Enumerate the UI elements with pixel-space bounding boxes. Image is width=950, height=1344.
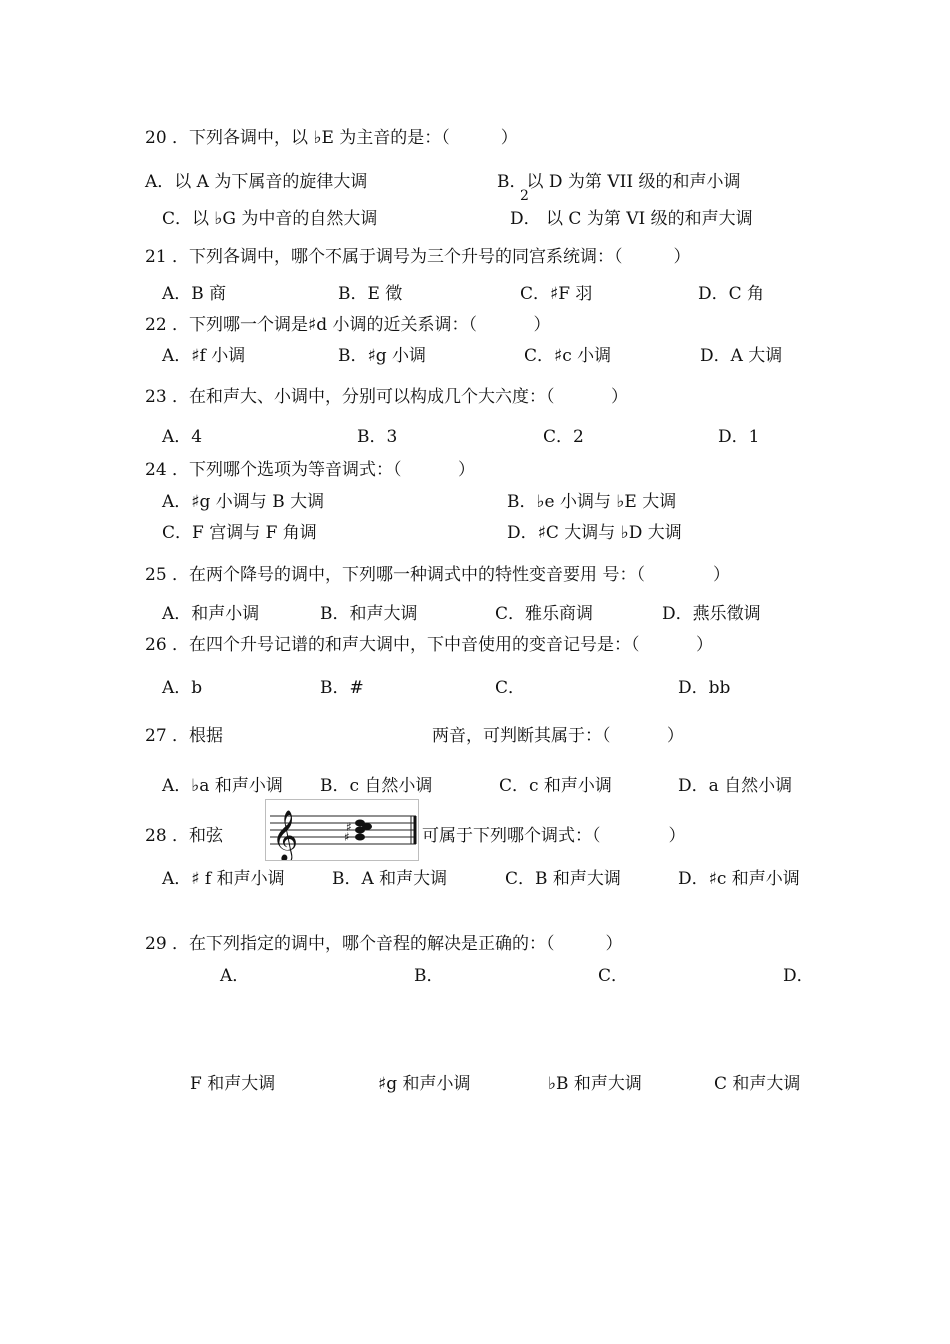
question-26-stem: 26 ．在四个升号记谱的和声大调中，下中音使用的变音记号是：（ ） <box>145 635 713 655</box>
question-27-stem-left: 27 ．根据 <box>145 726 224 746</box>
question-21-option-d[interactable]: D．C 角 <box>698 284 765 304</box>
question-23-option-c[interactable]: C．2 <box>543 427 584 447</box>
question-29-option-d[interactable]: D． <box>783 966 814 986</box>
question-21-option-a[interactable]: A．B 商 <box>162 284 227 304</box>
question-20-stem: 20 ．下列各调中，以 ♭E 为主音的是：（ ） <box>145 128 518 148</box>
question-28-option-d[interactable]: D．♯c 和声小调 <box>678 869 800 889</box>
question-21-option-b[interactable]: B．E 徵 <box>338 284 403 304</box>
question-21-stem: 21 ．下列各调中，哪个不属于调号为三个升号的同宫系统调：（ ） <box>145 247 691 267</box>
question-23-stem: 23 ．在和声大、小调中，分别可以构成几个大六度：（ ） <box>145 387 628 407</box>
question-29-key-c: ♭B 和声大调 <box>548 1074 642 1094</box>
question-20-option-a[interactable]: A．以 A 为下属音的旋律大调 <box>145 172 368 192</box>
question-25-option-c[interactable]: C．雅乐商调 <box>495 604 594 624</box>
question-26-option-c[interactable]: C． <box>495 678 526 698</box>
question-20-option-b[interactable]: B．以 D 为第 VII 级的和声小调 <box>497 172 741 192</box>
question-23-option-a[interactable]: A．4 <box>162 427 203 447</box>
svg-text:♯: ♯ <box>344 830 350 844</box>
question-28-option-b[interactable]: B．A 和声大调 <box>332 869 448 889</box>
question-29-key-a: F 和声大调 <box>190 1074 276 1094</box>
question-29-option-b[interactable]: B． <box>414 966 444 986</box>
question-25-stem: 25 ．在两个降号的调中，下列哪一种调式中的特性变音要用 号：（ ） <box>145 565 730 585</box>
question-29-option-c[interactable]: C． <box>598 966 629 986</box>
question-20-option-d[interactable]: D． 以 C 为第 VI 级的和声大调 <box>510 209 753 229</box>
question-22-option-c[interactable]: C．♯c 小调 <box>524 346 612 366</box>
question-24-option-d[interactable]: D．♯C 大调与 ♭D 大调 <box>507 523 682 543</box>
question-29-key-d: C 和声大调 <box>714 1074 801 1094</box>
question-26-option-d[interactable]: D．bb <box>678 678 731 698</box>
question-24-option-c[interactable]: C．F 宫调与 F 角调 <box>162 523 317 543</box>
question-29-stem: 29 ．在下列指定的调中，哪个音程的解决是正确的：（ ） <box>145 934 623 954</box>
question-28-stem-left: 28 ．和弦 <box>145 826 224 846</box>
question-29-option-a[interactable]: A． <box>220 966 250 986</box>
chord-staff-image <box>265 799 419 861</box>
svg-text:𝄞: 𝄞 <box>272 810 299 860</box>
question-21-option-c[interactable]: C．♯F 羽 <box>520 284 593 304</box>
question-20-option-c[interactable]: C．以 ♭G 为中音的自然大调 <box>162 209 378 229</box>
question-28-stem-right: 可属于下列哪个调式：（ ） <box>422 826 686 846</box>
question-22-option-d[interactable]: D．A 大调 <box>700 346 783 366</box>
svg-text:♯: ♯ <box>346 820 352 834</box>
question-29-key-b: ♯g 和声小调 <box>378 1074 471 1094</box>
question-22-option-b[interactable]: B．♯g 小调 <box>338 346 427 366</box>
question-27-option-a[interactable]: A．♭a 和声小调 <box>162 776 283 796</box>
question-22-stem: 22 ．下列哪一个调是♯d 小调的近关系调：（ ） <box>145 315 551 335</box>
question-24-stem: 24 ．下列哪个选项为等音调式：（ ） <box>145 460 475 480</box>
question-27-option-b[interactable]: B．c 自然小调 <box>320 776 433 796</box>
question-25-option-d[interactable]: D．燕乐徵调 <box>662 604 761 624</box>
treble-staff-icon <box>266 800 418 860</box>
question-26-option-b[interactable]: B．# <box>320 678 364 698</box>
question-23-option-b[interactable]: B．3 <box>357 427 398 447</box>
question-23-option-d[interactable]: D．1 <box>718 427 760 447</box>
question-20-subscript: 2 <box>520 188 529 204</box>
question-28-option-a[interactable]: A．♯ f 和声小调 <box>162 869 285 889</box>
question-27-option-d[interactable]: D．a 自然小调 <box>678 776 793 796</box>
question-27-option-c[interactable]: C．c 和声小调 <box>499 776 612 796</box>
question-27-stem-right: 两音，可判断其属于：（ ） <box>432 726 684 746</box>
question-25-option-b[interactable]: B．和声大调 <box>320 604 418 624</box>
question-28-option-c[interactable]: C．B 和声大调 <box>505 869 621 889</box>
question-24-option-a[interactable]: A．♯g 小调与 B 大调 <box>162 492 325 512</box>
question-26-option-a[interactable]: A．b <box>162 678 203 698</box>
question-24-option-b[interactable]: B．♭e 小调与 ♭E 大调 <box>507 492 677 512</box>
question-22-option-a[interactable]: A．♯f 小调 <box>162 346 246 366</box>
question-25-option-a[interactable]: A．和声小调 <box>162 604 260 624</box>
